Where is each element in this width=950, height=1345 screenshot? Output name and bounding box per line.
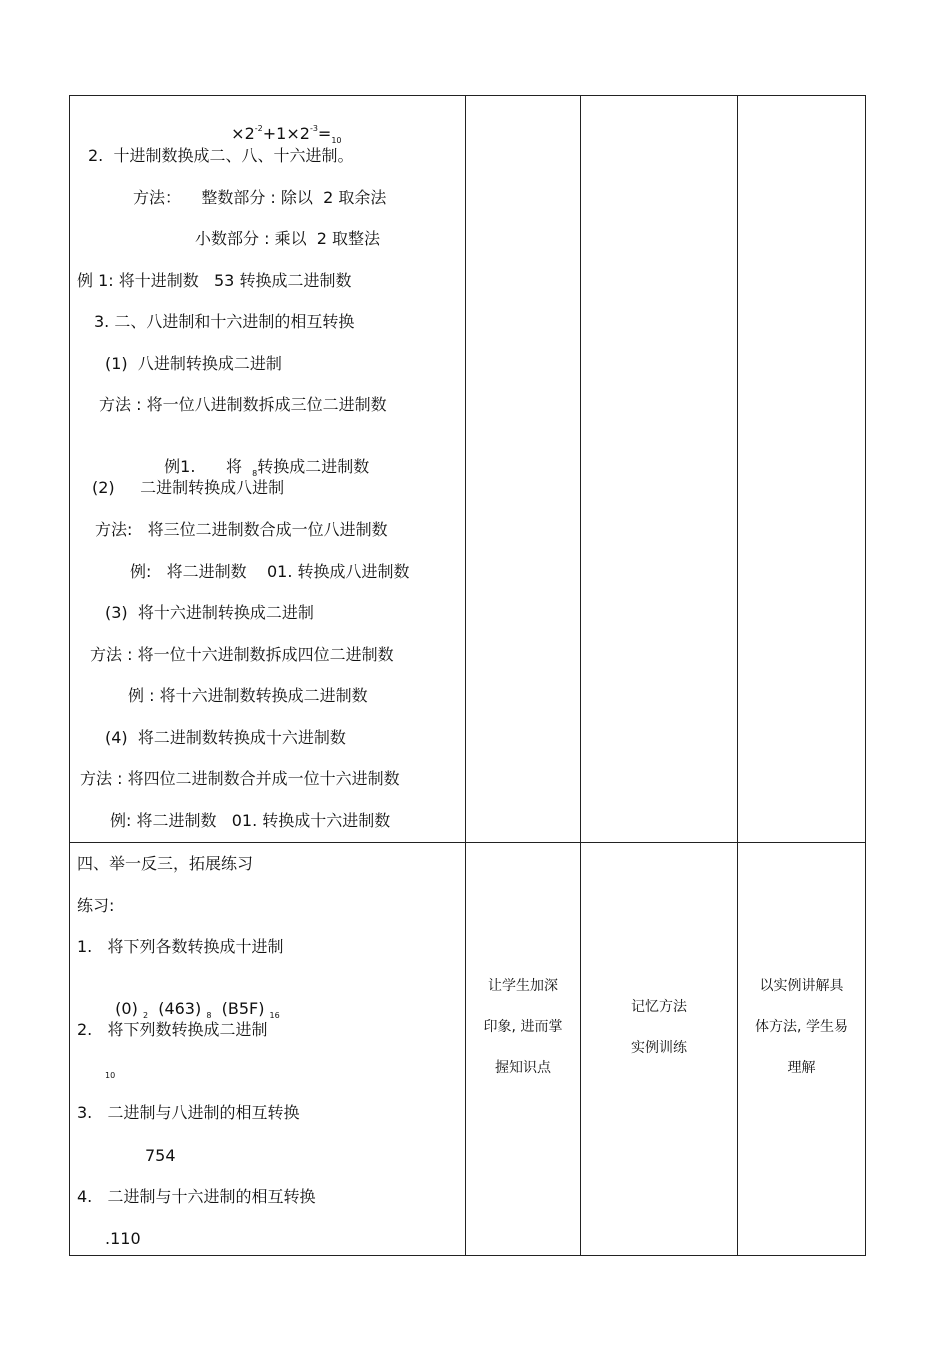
section-heading: 四、举一反三，拓展练习 (77, 854, 254, 873)
text-line: 4. 二进制与十六进制的相互转换 (77, 1187, 316, 1206)
base-label: 10 (105, 1071, 116, 1080)
text-line: 练习: (77, 896, 115, 915)
purpose-cell: 让学生加深 印象, 进而掌 握知识点 (483, 978, 563, 1076)
text-line: .110 (105, 1229, 141, 1248)
text-line: 例 1: 将十进制数 53 转换成二进制数 (77, 271, 352, 290)
text-line: 2. 十进制数换成二、八、十六进制。 (88, 146, 354, 165)
remark-cell: 以实例讲解具 体方法, 学生易 理解 (755, 978, 848, 1076)
text-line: (2) 二进制转换成八进制 (92, 478, 285, 497)
text-line: (4) 将二进制数转换成十六进制数 (105, 728, 346, 747)
method-cell: 记忆方法 实例训练 (631, 999, 687, 1056)
text-line: 小数部分 : 乘以 2 取整法 (195, 229, 381, 248)
text-line: 3. 二、八进制和十六进制的相互转换 (94, 312, 355, 331)
column-divider (580, 96, 581, 1255)
row-divider (70, 842, 865, 843)
text-line: 方法： 整数部分 : 除以 2 取余法 (133, 188, 387, 207)
example-line: 例1. 将 $_8$转换成二进制数 (164, 457, 370, 478)
text-line: 方法: 将三位二进制数合成一位八进制数 (95, 520, 388, 539)
text-line: 754 (145, 1146, 176, 1165)
text-line: 例: 将二进制数 01. 转换成八进制数 (130, 562, 410, 581)
text-line: (3) 将十六进制转换成二进制 (105, 603, 314, 622)
text-line: 方法 : 将一位八进制数拆成三位二进制数 (99, 395, 387, 414)
text-line: 3. 二进制与八进制的相互转换 (77, 1103, 300, 1122)
formula-line: $\times 2^{-2}+1\times 2^{-3}=_{10}$ (231, 124, 342, 145)
text-line: 例: 将二进制数 01. 转换成十六进制数 (110, 811, 391, 830)
text-line: 2. 将下列数转换成二进制 (77, 1020, 268, 1039)
exercise-values: (0) $_2$ (463) $_8$ (B5F) $_{16}$ (115, 999, 280, 1020)
text-line: 方法 : 将四位二进制数合并成一位十六进制数 (80, 769, 400, 788)
text-line: 1. 将下列各数转换成十进制 (77, 937, 284, 956)
text-line: 方法 : 将一位十六进制数拆成四位二进制数 (90, 645, 394, 664)
text-line: 例 : 将十六进制数转换成二进制数 (128, 686, 368, 705)
text-line: (1) 八进制转换成二进制 (105, 354, 282, 373)
